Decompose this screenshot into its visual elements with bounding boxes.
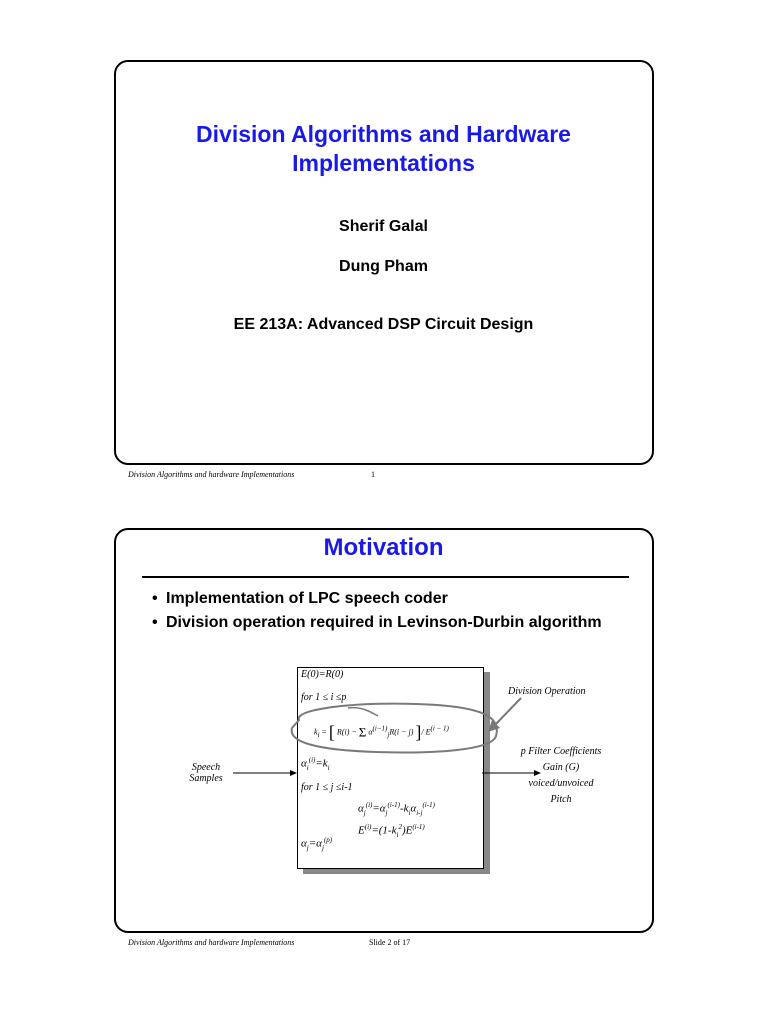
output-gain: Gain (G) <box>542 762 580 773</box>
slide1-footer-text: Division Algorithms and hardware Implementations <box>128 470 295 479</box>
division-operation-label: Division Operation <box>508 686 586 697</box>
output-labels <box>511 744 611 808</box>
slide-title: Motivation <box>323 534 444 561</box>
equation-loop-i: for 1 ≤ i ≤p <box>301 692 347 703</box>
diagram-annotations <box>116 530 651 930</box>
course-name: EE 213A: Advanced DSP Circuit Design <box>233 316 534 333</box>
output-voicing: voiced/unvoiced <box>528 778 594 789</box>
motivation-slide <box>114 528 654 933</box>
equation-error-update: $E^{(i)}=(1-k_i^2)E^{(i-1)}$ <box>358 823 425 839</box>
equation-final: $\alpha_j=\alpha_j^{(p)}$ <box>301 836 333 852</box>
division-arrow <box>494 698 521 726</box>
slide-title <box>116 120 651 178</box>
highlight-ellipse <box>292 704 497 753</box>
author-2: Dung Pham <box>339 258 428 275</box>
equation-loop-j: for 1 ≤ j ≤i-1 <box>301 782 353 793</box>
slide2-footer-text: Division Algorithms and hardware Implementations <box>128 938 295 947</box>
slide1-page-number: 1 <box>371 470 375 479</box>
reflection-coefficient-formula: $k_i$ = [ R(i) − Σ $\alpha^{(i-1)}_jR(i - j)$ ]/ $E^{(i - 1)}$ <box>314 722 449 742</box>
bullet-text: Division operation required in Levinson-Durbin algorithm <box>166 614 602 631</box>
output-filter-coefficients: p Filter Coefficients <box>520 746 602 757</box>
author-1: Sherif Galal <box>339 218 428 235</box>
bullet-dot: • <box>152 614 158 631</box>
equation-init: E(0)=R(0) <box>301 669 344 680</box>
bullet-dot: • <box>152 590 158 607</box>
equation-alpha-ii: $\alpha_i^{(i)}=k_i$ <box>301 756 330 772</box>
equation-alpha-update: $\alpha_j^{(i)}=\alpha_j^{(i-1)}-k_i\alpha_{i-j}^{(i-1)}$ <box>358 801 435 817</box>
slide2-page-number: Slide 2 of 17 <box>369 938 411 947</box>
output-pitch: Pitch <box>550 794 572 805</box>
title-slide <box>114 60 654 465</box>
input-arrowhead <box>290 770 297 776</box>
highlight-stroke <box>348 708 378 716</box>
slide-title-line1: Division Algorithms and Hardware <box>196 121 571 147</box>
input-label: Speech Samples <box>189 762 223 784</box>
slide-title-line2: Implementations <box>292 150 475 176</box>
bullet-text: Implementation of LPC speech coder <box>166 590 448 607</box>
